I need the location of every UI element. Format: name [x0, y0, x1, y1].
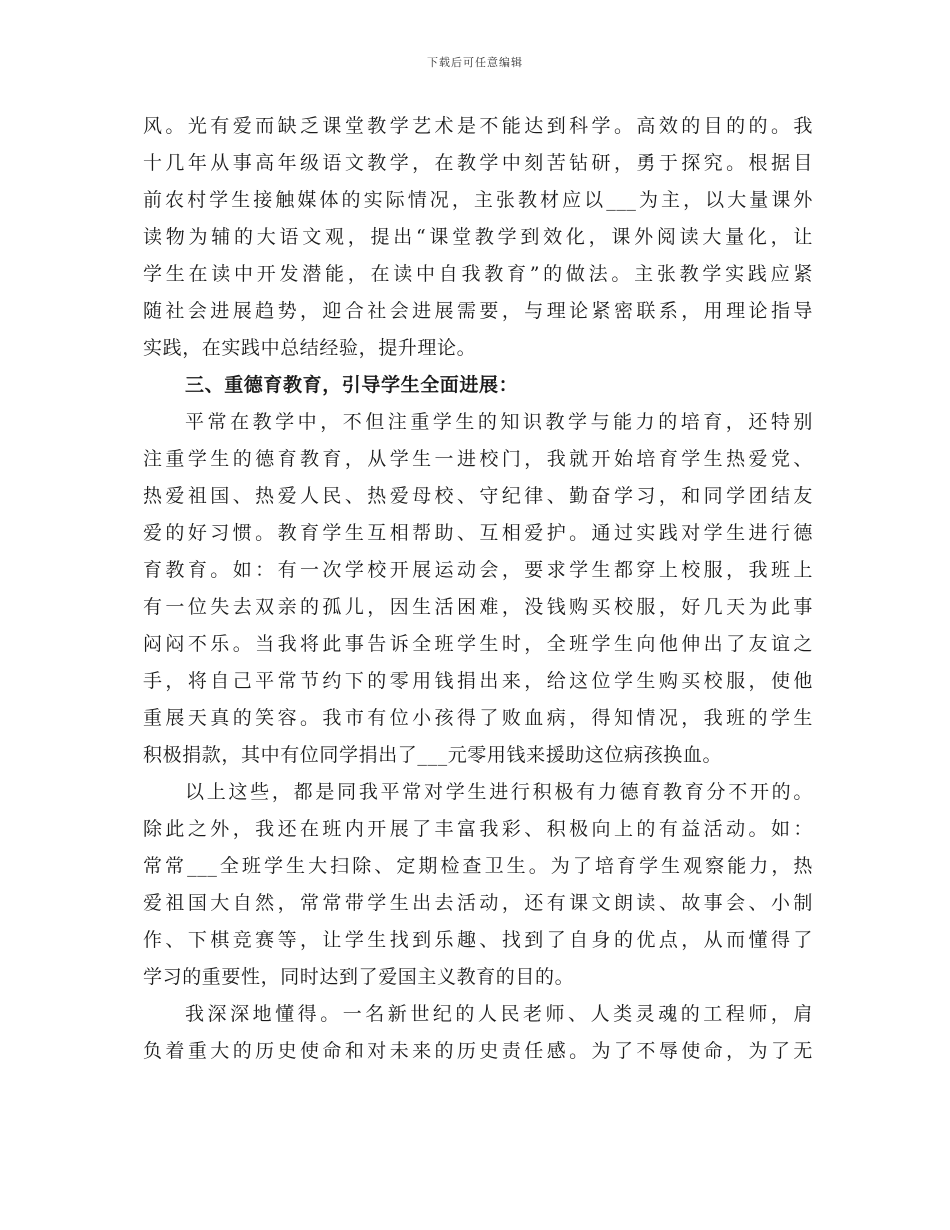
text-line: 热爱祖国、热爱人民、热爱母校、守纪律、勤奋学习，和同学团结友 — [143, 485, 813, 507]
text-line: 平常在教学中，不但注重学生的知识教学与能力的培育，还特别 — [185, 411, 813, 433]
text-line: 风。光有爱而缺乏课堂教学艺术是不能达到科学。高效的目的的。我 — [143, 115, 813, 137]
text-line: 以上这些，都是同我平常对学生进行积极有力德育教育分不开的。 — [185, 781, 813, 803]
text-line: 积极捐款，其中有位同学捐出了___元零用钱来援助这位病孩换血。 — [143, 744, 723, 766]
text-line: 负着重大的历史使命和对未来的历史责任感。为了不辱使命，为了无 — [143, 1040, 813, 1062]
text-line: 读物为辅的大语文观，提出“课堂教学到效化，课外阅读大量化，让 — [143, 226, 813, 248]
text-line: 除此之外，我还在班内开展了丰富我彩、积极向上的有益活动。如： — [143, 818, 813, 840]
text-line: 爱祖国大自然，常常带学生出去活动，还有课文朗读、故事会、小制 — [143, 892, 813, 914]
text-line: 学习的重要性，同时达到了爱国主义教育的目的。 — [143, 966, 575, 988]
page-header: 下载后可任意编辑 — [427, 56, 523, 69]
document-body — [143, 108, 813, 1070]
text-line: 学生在读中开发潜能，在读中自我教育”的做法。主张教学实践应紧 — [143, 263, 813, 285]
text-line: 育教育。如：有一次学校开展运动会，要求学生都穿上校服，我班上 — [143, 559, 813, 581]
text-line: 手，将自己平常节约下的零用钱捐出来，给这位学生购买校服，使他 — [143, 670, 813, 692]
text-line: 有一位失去双亲的孤儿，因生活困难，没钱购买校服，好几天为此事 — [143, 596, 813, 618]
text-line: 十几年从事高年级语文教学，在教学中刻苦钻研，勇于探究。根据目 — [143, 152, 813, 174]
text-line: 闷闷不乐。当我将此事告诉全班学生时，全班学生向他伸出了友谊之 — [143, 633, 813, 655]
text-line: 作、下棋竞赛等，让学生找到乐趣、找到了自身的优点，从而懂得了 — [143, 929, 813, 951]
text-line: 常常___全班学生大扫除、定期检查卫生。为了培育学生观察能力，热 — [143, 855, 813, 877]
text-line: 实践，在实践中总结经验，提升理论。 — [143, 337, 477, 359]
text-line: 爱的好习惯。教育学生互相帮助、互相爱护。通过实践对学生进行德 — [143, 522, 813, 544]
text-line: 随社会进展趋势，迎合社会进展需要，与理论紧密联系，用理论指导 — [143, 300, 813, 322]
section-heading: 三、重德育教育，引导学生全面进展： — [185, 374, 519, 396]
text-line: 注重学生的德育教育，从学生一进校门，我就开始培育学生热爱党、 — [143, 448, 813, 470]
text-line: 我深深地懂得。一名新世纪的人民老师、人类灵魂的工程师，肩 — [185, 1003, 813, 1025]
text-line: 前农村学生接触媒体的实际情况，主张教材应以___为主，以大量课外 — [143, 189, 813, 211]
text-line: 重展天真的笑容。我市有位小孩得了败血病，得知情况，我班的学生 — [143, 707, 813, 729]
